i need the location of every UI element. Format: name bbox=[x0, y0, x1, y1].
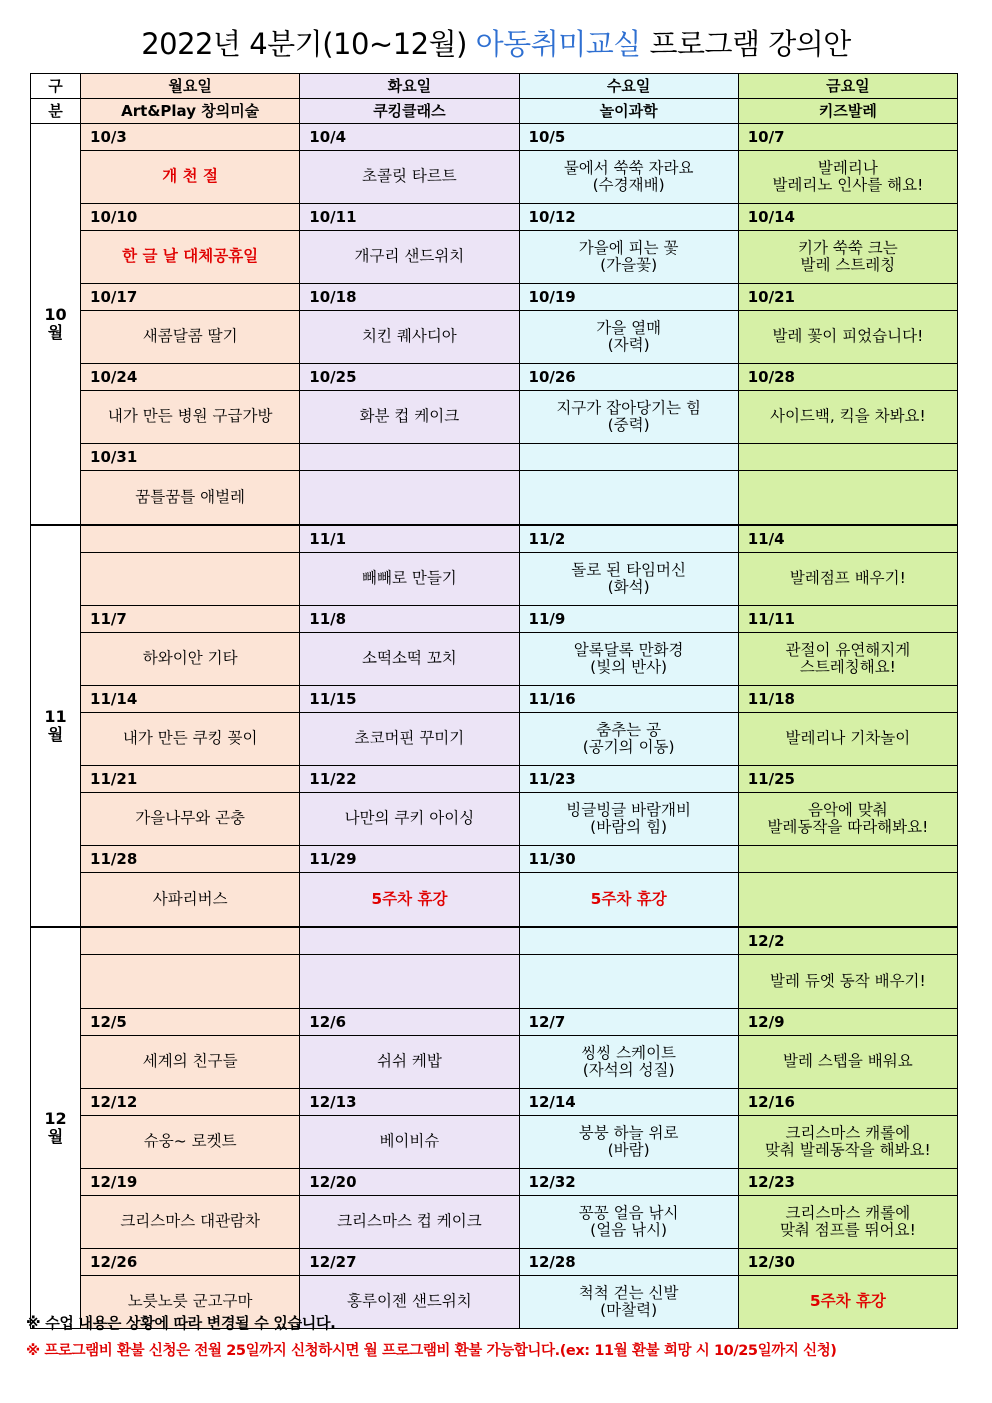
activity-cell-tuesday bbox=[300, 955, 519, 1009]
activity-cell-monday bbox=[81, 151, 300, 204]
date-cell-friday: 11/18 bbox=[738, 686, 957, 713]
activity-text: 하와이안 기타 bbox=[142, 649, 238, 668]
activity-cell-wednesday bbox=[519, 311, 738, 364]
date-row bbox=[31, 364, 958, 391]
activity-cell-monday bbox=[81, 955, 300, 1009]
activity-text: (바람) bbox=[607, 1141, 650, 1159]
date-cell-tuesday: 11/22 bbox=[300, 766, 519, 793]
date-row bbox=[31, 1249, 958, 1276]
activity-text: 베이비슈 bbox=[379, 1132, 440, 1151]
activity-text: (자석의 성질) bbox=[582, 1061, 675, 1079]
date-cell-tuesday bbox=[300, 444, 519, 471]
date-cell-friday: 12/23 bbox=[738, 1169, 957, 1196]
activity-text: 슈웅~ 로켓트 bbox=[143, 1132, 237, 1151]
activity-cell-tuesday bbox=[300, 633, 519, 686]
date-cell-monday: 11/14 bbox=[81, 686, 300, 713]
activity-cell-wednesday bbox=[519, 1196, 738, 1249]
header-row-days bbox=[31, 74, 958, 99]
activity-text: (바람의 힘) bbox=[590, 818, 668, 836]
activity-cell-monday bbox=[81, 633, 300, 686]
activity-cell-monday bbox=[81, 1036, 300, 1089]
activity-cell-wednesday bbox=[519, 1036, 738, 1089]
activity-cell-tuesday bbox=[300, 391, 519, 444]
activity-cell-friday bbox=[738, 873, 957, 928]
activity-row bbox=[31, 793, 958, 846]
activity-cell-friday bbox=[738, 713, 957, 766]
date-cell-tuesday: 11/1 bbox=[300, 525, 519, 553]
date-cell-monday: 10/24 bbox=[81, 364, 300, 391]
note-schedule-change: ※ 수업 내용은 상황에 따라 변경될 수 있습니다. bbox=[26, 1314, 336, 1332]
activity-cell-tuesday bbox=[300, 1036, 519, 1089]
activity-text: 개 천 절 bbox=[162, 167, 219, 186]
activity-text: 5주차 휴강 bbox=[590, 889, 667, 908]
date-cell-tuesday: 11/15 bbox=[300, 686, 519, 713]
date-cell-wednesday: 12/32 bbox=[519, 1169, 738, 1196]
date-cell-monday: 12/19 bbox=[81, 1169, 300, 1196]
activity-cell-wednesday bbox=[519, 151, 738, 204]
date-cell-friday: 10/14 bbox=[738, 204, 957, 231]
date-cell-tuesday: 12/6 bbox=[300, 1009, 519, 1036]
activity-text: 발레리나 기차놀이 bbox=[785, 729, 911, 748]
date-cell-friday: 12/16 bbox=[738, 1089, 957, 1116]
activity-cell-tuesday bbox=[300, 553, 519, 606]
activity-text: 발레리노 인사를 해요! bbox=[772, 176, 924, 194]
activity-text: 홍루이젠 샌드위치 bbox=[347, 1292, 472, 1311]
activity-text: (수경재배) bbox=[592, 176, 665, 194]
date-cell-tuesday: 10/11 bbox=[300, 204, 519, 231]
activity-row bbox=[31, 391, 958, 444]
date-cell-tuesday: 11/29 bbox=[300, 846, 519, 873]
activity-text: (화석) bbox=[607, 578, 650, 596]
activity-row bbox=[31, 311, 958, 364]
day-header-wednesday: 수요일 bbox=[519, 74, 738, 99]
month-unit: 월 bbox=[47, 323, 64, 342]
activity-row bbox=[31, 1036, 958, 1089]
date-cell-tuesday: 10/18 bbox=[300, 284, 519, 311]
activity-text: 키가 쑥쑥 크는 bbox=[798, 238, 898, 257]
activity-cell-friday bbox=[738, 1196, 957, 1249]
activity-cell-friday bbox=[738, 955, 957, 1009]
date-cell-friday bbox=[738, 444, 957, 471]
activity-text: 꽁꽁 얼음 낚시 bbox=[578, 1203, 679, 1222]
date-cell-friday: 10/7 bbox=[738, 124, 957, 151]
activity-row bbox=[31, 471, 958, 526]
class-header-friday: 키즈발레 bbox=[738, 99, 957, 124]
activity-text: 물에서 쑥쑥 자라요 bbox=[563, 158, 694, 177]
date-row bbox=[31, 444, 958, 471]
activity-cell-wednesday bbox=[519, 1116, 738, 1169]
activity-text: 빼빼로 만들기 bbox=[362, 569, 457, 588]
activity-cell-monday bbox=[81, 873, 300, 928]
title-suffix: 프로그램 강의안 bbox=[649, 27, 851, 61]
activity-text: (자력) bbox=[607, 336, 650, 354]
activity-text: 가을 열매 bbox=[596, 318, 662, 337]
activity-cell-friday bbox=[738, 633, 957, 686]
month-unit: 월 bbox=[47, 725, 64, 744]
activity-text: (가을꽃) bbox=[600, 256, 658, 274]
activity-cell-friday bbox=[738, 151, 957, 204]
date-cell-monday: 10/10 bbox=[81, 204, 300, 231]
activity-cell-friday bbox=[738, 553, 957, 606]
activity-row bbox=[31, 713, 958, 766]
date-row bbox=[31, 284, 958, 311]
date-cell-wednesday: 10/12 bbox=[519, 204, 738, 231]
activity-cell-wednesday bbox=[519, 391, 738, 444]
activity-text: 가을에 피는 꽃 bbox=[578, 238, 679, 257]
date-row bbox=[31, 686, 958, 713]
activity-text: 크리스마스 컵 케이크 bbox=[337, 1212, 482, 1231]
date-cell-wednesday: 10/5 bbox=[519, 124, 738, 151]
activity-cell-wednesday bbox=[519, 553, 738, 606]
activity-cell-wednesday bbox=[519, 231, 738, 284]
date-cell-wednesday: 10/26 bbox=[519, 364, 738, 391]
activity-text: 화분 컵 케이크 bbox=[359, 407, 460, 426]
activity-cell-wednesday bbox=[519, 471, 738, 526]
activity-text: 세계의 친구들 bbox=[142, 1052, 238, 1071]
date-cell-wednesday: 11/16 bbox=[519, 686, 738, 713]
activity-cell-tuesday bbox=[300, 873, 519, 928]
activity-text: 사파리버스 bbox=[152, 889, 228, 908]
class-header-tuesday: 쿠킹클래스 bbox=[300, 99, 519, 124]
activity-row bbox=[31, 553, 958, 606]
date-cell-friday: 11/4 bbox=[738, 525, 957, 553]
date-row bbox=[31, 846, 958, 873]
date-row bbox=[31, 1169, 958, 1196]
activity-cell-friday bbox=[738, 471, 957, 526]
activity-cell-friday bbox=[738, 231, 957, 284]
activity-cell-tuesday bbox=[300, 793, 519, 846]
date-cell-tuesday: 11/8 bbox=[300, 606, 519, 633]
activity-text: 새콤달콤 딸기 bbox=[142, 327, 238, 346]
activity-cell-friday bbox=[738, 793, 957, 846]
activity-text: 발레리나 bbox=[817, 158, 878, 177]
schedule-table bbox=[30, 73, 958, 1329]
activity-text: 춤추는 공 bbox=[596, 720, 662, 739]
activity-cell-wednesday bbox=[519, 873, 738, 928]
date-row bbox=[31, 525, 958, 553]
activity-text: 5주차 휴강 bbox=[809, 1292, 886, 1311]
date-cell-friday: 12/2 bbox=[738, 927, 957, 955]
date-cell-monday: 12/12 bbox=[81, 1089, 300, 1116]
month-number: 12 bbox=[44, 1109, 67, 1129]
activity-cell-tuesday bbox=[300, 1196, 519, 1249]
date-row bbox=[31, 1089, 958, 1116]
date-row bbox=[31, 606, 958, 633]
date-cell-wednesday: 11/23 bbox=[519, 766, 738, 793]
date-cell-tuesday bbox=[300, 927, 519, 955]
date-row bbox=[31, 124, 958, 151]
title-accent: 아동취미교실 bbox=[475, 27, 641, 61]
activity-text: (마찰력) bbox=[600, 1301, 658, 1319]
activity-row bbox=[31, 1196, 958, 1249]
activity-text: 지구가 잡아당기는 힘 bbox=[556, 398, 701, 417]
activity-text: 나만의 쿠키 아이싱 bbox=[344, 809, 475, 828]
date-row bbox=[31, 1009, 958, 1036]
date-cell-friday: 11/25 bbox=[738, 766, 957, 793]
date-cell-monday: 10/3 bbox=[81, 124, 300, 151]
date-cell-tuesday: 12/27 bbox=[300, 1249, 519, 1276]
activity-text: 쉬쉬 케밥 bbox=[376, 1052, 442, 1071]
activity-row bbox=[31, 633, 958, 686]
month-number: 11 bbox=[44, 707, 67, 727]
activity-cell-monday bbox=[81, 311, 300, 364]
month-label bbox=[31, 927, 81, 1329]
activity-cell-wednesday bbox=[519, 955, 738, 1009]
activity-cell-monday bbox=[81, 713, 300, 766]
activity-text: 한 글 날 대체공휴일 bbox=[122, 247, 259, 266]
activity-text: 맞춰 발레동작을 해봐요! bbox=[764, 1141, 931, 1159]
activity-cell-monday bbox=[81, 793, 300, 846]
corner-bottom: 분 bbox=[31, 99, 81, 124]
activity-text: 초코머핀 꾸미기 bbox=[354, 729, 465, 748]
activity-text: 붕붕 하늘 위로 bbox=[578, 1123, 679, 1142]
activity-row bbox=[31, 151, 958, 204]
activity-row bbox=[31, 231, 958, 284]
activity-text: 관절이 유연해지게 bbox=[785, 640, 911, 659]
activity-text: 맞춰 점프를 뛰어요! bbox=[779, 1221, 916, 1239]
header-row-classes bbox=[31, 99, 958, 124]
date-row bbox=[31, 766, 958, 793]
activity-text: 크리스마스 캐롤에 bbox=[785, 1123, 911, 1142]
date-cell-tuesday: 10/25 bbox=[300, 364, 519, 391]
day-header-monday: 월요일 bbox=[81, 74, 300, 99]
activity-text: 스트레칭해요! bbox=[799, 658, 896, 676]
activity-text: (얼음 낚시) bbox=[590, 1221, 668, 1239]
date-cell-monday: 11/21 bbox=[81, 766, 300, 793]
activity-cell-monday bbox=[81, 1116, 300, 1169]
activity-text: 음악에 맞춰 bbox=[807, 800, 888, 819]
notes bbox=[26, 1312, 837, 1360]
activity-cell-wednesday bbox=[519, 633, 738, 686]
activity-text: 크리스마스 캐롤에 bbox=[785, 1203, 911, 1222]
activity-text: (빛의 반사) bbox=[590, 658, 668, 676]
month-label bbox=[31, 525, 81, 927]
activity-text: 내가 만든 쿠킹 꽂이 bbox=[122, 729, 258, 748]
activity-text: 발레 스트레칭 bbox=[800, 256, 896, 274]
activity-cell-monday bbox=[81, 1196, 300, 1249]
date-cell-monday bbox=[81, 525, 300, 553]
activity-text: 꿈틀꿈틀 애벌레 bbox=[135, 487, 246, 506]
activity-cell-friday bbox=[738, 1036, 957, 1089]
page-title bbox=[0, 22, 992, 63]
date-cell-friday: 10/21 bbox=[738, 284, 957, 311]
date-row bbox=[31, 204, 958, 231]
date-cell-monday bbox=[81, 927, 300, 955]
activity-text: 소떡소떡 꼬치 bbox=[362, 649, 457, 668]
date-cell-friday bbox=[738, 846, 957, 873]
corner-top: 구 bbox=[31, 74, 81, 99]
activity-text: 개구리 샌드위치 bbox=[354, 247, 465, 266]
activity-text: 발레동작을 따라해봐요! bbox=[767, 818, 929, 836]
date-cell-friday: 12/30 bbox=[738, 1249, 957, 1276]
activity-text: 척척 걷는 신발 bbox=[578, 1283, 679, 1302]
activity-cell-monday bbox=[81, 471, 300, 526]
month-unit: 월 bbox=[47, 1127, 64, 1146]
activity-cell-tuesday bbox=[300, 471, 519, 526]
class-header-wednesday: 놀이과학 bbox=[519, 99, 738, 124]
date-cell-monday: 11/28 bbox=[81, 846, 300, 873]
activity-cell-wednesday bbox=[519, 793, 738, 846]
date-cell-friday: 12/9 bbox=[738, 1009, 957, 1036]
date-cell-tuesday: 12/20 bbox=[300, 1169, 519, 1196]
date-cell-wednesday: 10/19 bbox=[519, 284, 738, 311]
activity-text: 발레 꽃이 피었습니다! bbox=[772, 327, 924, 346]
date-cell-wednesday: 12/14 bbox=[519, 1089, 738, 1116]
activity-text: 발레점프 배우기! bbox=[789, 569, 906, 588]
date-cell-monday: 12/26 bbox=[81, 1249, 300, 1276]
activity-cell-monday bbox=[81, 231, 300, 284]
activity-text: 알록달록 만화경 bbox=[573, 640, 684, 659]
date-cell-wednesday bbox=[519, 927, 738, 955]
date-cell-monday: 10/17 bbox=[81, 284, 300, 311]
date-cell-monday: 12/5 bbox=[81, 1009, 300, 1036]
activity-text: 발레 스텝을 배워요 bbox=[783, 1052, 913, 1071]
activity-text: (중력) bbox=[607, 416, 650, 434]
activity-text: 치킨 퀘사디아 bbox=[362, 327, 457, 346]
date-cell-wednesday: 12/28 bbox=[519, 1249, 738, 1276]
date-cell-friday: 11/11 bbox=[738, 606, 957, 633]
activity-cell-tuesday bbox=[300, 713, 519, 766]
activity-text: 빙글빙글 바람개비 bbox=[566, 800, 691, 819]
activity-text: 가을나무와 곤충 bbox=[135, 809, 246, 828]
activity-text: 5주차 휴강 bbox=[371, 889, 448, 908]
date-cell-friday: 10/28 bbox=[738, 364, 957, 391]
note-refund-policy: ※ 프로그램비 환불 신청은 전월 25일까지 신청하시면 월 프로그램비 환불 가능합니다.(ex: 11월 환불 희망 시 10/25일까지 신청) bbox=[26, 1343, 837, 1359]
activity-cell-tuesday bbox=[300, 311, 519, 364]
title-prefix: 2022년 4분기(10~12월) bbox=[141, 27, 467, 61]
activity-text: 노릇노릇 군고구마 bbox=[127, 1292, 253, 1311]
activity-cell-tuesday bbox=[300, 231, 519, 284]
month-number: 10 bbox=[44, 305, 67, 325]
activity-cell-friday bbox=[738, 311, 957, 364]
activity-text: 씽씽 스케이트 bbox=[581, 1043, 677, 1062]
activity-cell-monday bbox=[81, 391, 300, 444]
activity-cell-monday bbox=[81, 553, 300, 606]
date-cell-tuesday: 12/13 bbox=[300, 1089, 519, 1116]
month-label bbox=[31, 124, 81, 526]
day-header-friday: 금요일 bbox=[738, 74, 957, 99]
date-row bbox=[31, 927, 958, 955]
activity-row bbox=[31, 1116, 958, 1169]
activity-cell-friday bbox=[738, 391, 957, 444]
date-cell-wednesday bbox=[519, 444, 738, 471]
activity-text: 돌로 된 타임머신 bbox=[571, 560, 686, 579]
activity-text: (공기의 이동) bbox=[582, 738, 675, 756]
date-cell-wednesday: 12/7 bbox=[519, 1009, 738, 1036]
activity-text: 발레 듀엣 동작 배우기! bbox=[769, 971, 926, 990]
activity-text: 크리스마스 대관람차 bbox=[120, 1212, 260, 1231]
activity-text: 사이드백, 킥을 차봐요! bbox=[769, 407, 926, 426]
activity-row bbox=[31, 873, 958, 928]
date-cell-wednesday: 11/9 bbox=[519, 606, 738, 633]
date-cell-monday: 10/31 bbox=[81, 444, 300, 471]
activity-cell-friday bbox=[738, 1116, 957, 1169]
activity-cell-tuesday bbox=[300, 1116, 519, 1169]
class-header-monday: Art&Play 창의미술 bbox=[81, 99, 300, 124]
date-cell-monday: 11/7 bbox=[81, 606, 300, 633]
date-cell-wednesday: 11/2 bbox=[519, 525, 738, 553]
activity-cell-wednesday bbox=[519, 713, 738, 766]
activity-text: 내가 만든 병원 구급가방 bbox=[107, 407, 273, 426]
activity-text: 초콜릿 타르트 bbox=[362, 167, 457, 186]
activity-row bbox=[31, 955, 958, 1009]
day-header-tuesday: 화요일 bbox=[300, 74, 519, 99]
date-cell-wednesday: 11/30 bbox=[519, 846, 738, 873]
date-cell-tuesday: 10/4 bbox=[300, 124, 519, 151]
activity-cell-tuesday bbox=[300, 151, 519, 204]
